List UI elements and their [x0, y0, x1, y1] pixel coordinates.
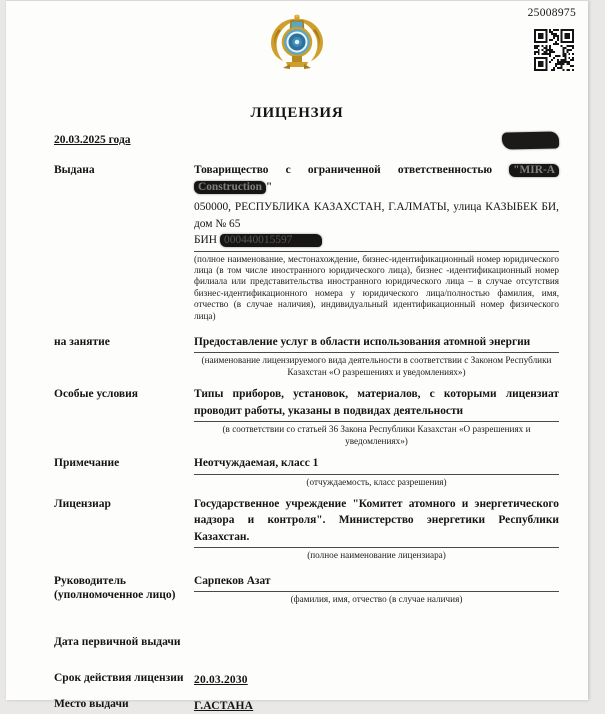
validity-section [54, 670, 559, 688]
head-caption: (фамилия, имя, отчество (в случае наличия) [290, 594, 463, 605]
note-caption: (отчуждаемость, класс разрешения) [306, 476, 447, 487]
license-document-page [6, 0, 588, 713]
head-section [54, 573, 559, 606]
licensee-name-redaction-1: "MIR-A [509, 164, 559, 177]
note-label: Примечание [54, 457, 120, 470]
licensee-address: 050000, РЕСПУБЛИКА КАЗАХСТАН, Г.АЛМАТЫ, улица КАЗЫБЕК БИ, дом № 65 [194, 201, 559, 230]
document-body [6, 134, 588, 714]
special-conditions-value: Типы приборов, установок, материалов, с которыми лицензиат проводит работы, указаны в подвидах деятельности [194, 388, 559, 417]
licensor-caption: (полное наименование лицензиара) [307, 550, 446, 561]
document-number: 25008975 [527, 7, 576, 19]
note-section [54, 455, 559, 488]
licensor-section [54, 496, 559, 562]
page-title: ЛИЦЕНЗИЯ [250, 105, 344, 121]
special-conditions-section [54, 386, 559, 447]
issue-place-label: Место выдачи [54, 698, 129, 711]
licensee-name-line1 [194, 162, 559, 179]
validity-label: Срок действия лицензии [54, 672, 184, 685]
qr-code-icon [534, 29, 574, 71]
issued-to-field [194, 162, 559, 252]
issue-date: 20.03.2025 года [54, 134, 131, 146]
licensee-name-prefix: Товарищество с ограниченной ответственностью [194, 164, 493, 176]
activity-section [54, 334, 559, 378]
bin-label: БИН [194, 234, 217, 246]
issue-date-row [54, 134, 559, 149]
activity-value: Предоставление услуг в области использования атомной энергии [194, 335, 531, 348]
issue-place-value: Г.АСТАНА [194, 700, 254, 713]
licensee-name-redaction-2: Construction [194, 181, 266, 194]
head-label: Руководитель (уполномоченное лицо) [54, 574, 176, 602]
licensee-name-closing-quote: " [265, 180, 273, 193]
licensee-name-line2 [194, 179, 559, 196]
activity-label: на занятие [54, 335, 110, 348]
licensor-value: Государственное учреждение "Комитет атомного и энергетического надзора и контроля". Министерство энергетики Республики Казахстан. [194, 497, 559, 543]
licensor-label: Лицензиар [54, 497, 111, 510]
special-conditions-caption: (в соответствии со статьей 36 Закона Республики Казахстан «О разрешениях и уведомлениях») [222, 424, 531, 446]
bin-redaction: 000440015597 [220, 234, 322, 247]
licensee-bin-line [194, 232, 559, 249]
issued-to-caption: (полное наименование, местонахождение, бизнес-идентификационный номер юридического лица (в том числе иностранного юридического лица), бизнес -идентификационный номер филиала или представительства иностранного юридического лица – в случае отсутствия бизнес-идентификационного номера у юридического лица/полностью фамилия, имя, отчество (в случае наличия), индивидуальный идентификационный номер физического лица) [194, 253, 559, 321]
issue-place-section [54, 696, 559, 714]
redacted-number-blob [502, 131, 559, 149]
issued-to-label: Выдана [54, 164, 95, 176]
activity-caption: (наименование лицензируемого вида деятельности в соответствии с Законом Республики Казахстан «О разрешениях и уведомлениях») [201, 355, 552, 377]
kazakhstan-coat-of-arms-icon [264, 14, 330, 74]
special-conditions-label: Особые условия [54, 388, 138, 401]
issued-to-section [54, 162, 559, 322]
note-value: Неотчуждаемая, класс 1 [194, 457, 319, 470]
first-issue-section [54, 634, 559, 650]
first-issue-label: Дата первичной выдачи [54, 635, 181, 648]
validity-value: 20.03.2030 [194, 674, 248, 687]
head-value: Сарпеков Азат [194, 574, 271, 587]
